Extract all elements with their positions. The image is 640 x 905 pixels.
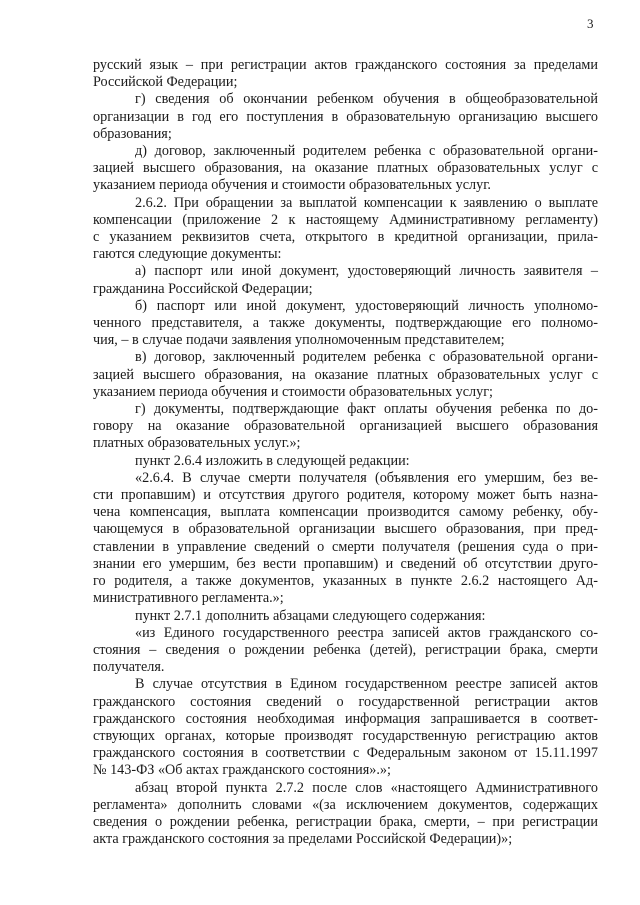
text-line: «из Единого государственного реестра записей актов гражданского со- (135, 624, 598, 641)
text-line: в) договор, заключенный родителем ребенка с образовательной органи- (135, 349, 598, 366)
text-line: акта гражданского состояния за пределами Российской Федерации)»; (93, 831, 513, 848)
paragraph (93, 263, 598, 297)
text-line: чающемуся в образовательной организации высшего образования, при пред- (93, 521, 598, 538)
text-line: чия, – в случае подачи заявления уполномоченным представителем; (93, 332, 505, 349)
text-line: ставлении в управление сведений о смерти получателя (решения суда о при- (93, 538, 598, 555)
text-line: ченного представителя, а также документы, подтверждающие его полномо- (93, 315, 598, 332)
text-line: г) документы, подтверждающие факт оплаты обучения ребенка по до- (135, 401, 598, 418)
text-line: гражданского состояния сведений о государственной регистрации актов (93, 693, 598, 710)
text-line: русский язык – при регистрации актов гражданского состояния за пределами (93, 57, 598, 73)
text-line: платных образовательных услуг.»; (93, 435, 301, 452)
paragraph (93, 91, 598, 143)
text-line: гражданина Российской Федерации; (93, 280, 313, 297)
text-line: говору на оказание образовательной организацией высшего образования (93, 418, 598, 435)
text-line: пункт 2.6.4 изложить в следующей редакции: (135, 452, 410, 469)
text-line: б) паспорт или иной документ, удостоверяющий личность уполномо- (135, 297, 598, 314)
text-line: ствующих органах, которые производят государственную регистрацию актов (93, 727, 598, 744)
text-line: указанием периода обучения и стоимости образовательных услуг. (93, 177, 491, 194)
paragraph (93, 195, 598, 264)
text-line: организации в год его поступления в образовательную организацию высшего (93, 108, 598, 125)
text-line: г) сведения об окончании ребенком обучения в общеобразовательной (135, 91, 598, 108)
text-line: знании его умершим, без вести пропавшим) и сведений об отсутствии друго- (93, 555, 598, 572)
text-line: образования; (93, 125, 172, 142)
text-line: стояния – сведения о рождении ребенка (детей), регистрации брака, смерти (93, 641, 598, 658)
text-line: 2.6.2. При обращении за выплатой компенсации к заявлению о выплате (135, 194, 598, 211)
paragraph (93, 298, 598, 350)
text-line: министративного регламента.»; (93, 590, 284, 607)
document-body (93, 57, 598, 848)
page-number: 3 (587, 16, 594, 31)
text-line: № 143-ФЗ «Об актах гражданского состояния».»; (93, 762, 391, 779)
paragraph (93, 676, 598, 779)
text-line: зацией высшего образования, на оказание платных образовательных услуг с (93, 160, 598, 177)
paragraph (93, 401, 598, 453)
text-line: а) паспорт или иной документ, удостоверяющий личность заявителя – (135, 263, 598, 280)
text-line: абзац второй пункта 2.7.2 после слов «настоящего Административного (135, 779, 598, 796)
paragraph (93, 57, 598, 91)
paragraph (93, 453, 598, 470)
text-line: пункт 2.7.1 дополнить абзацами следующего содержания: (135, 607, 486, 624)
text-line: го родителя, а также документов, указанных в пункте 2.6.2 настоящего Ад- (93, 573, 598, 590)
text-line: регламента» дополнить словами «(за исключением документов, содержащих (93, 796, 598, 813)
text-line: сведения о рождении ребенка, регистрации брака, смерти, – при регистрации (93, 813, 598, 830)
text-line: указанием периода обучения и стоимости образовательных услуг; (93, 383, 493, 400)
text-line: д) договор, заключенный родителем ребенка с образовательной органи- (135, 143, 598, 160)
text-line: гаются следующие документы: (93, 246, 282, 263)
paragraph (93, 143, 598, 195)
text-line: получателя. (93, 659, 165, 676)
text-line: «2.6.4. В случае смерти получателя (объявления его умершим, без ве- (135, 469, 598, 486)
paragraph (93, 470, 598, 608)
text-line: компенсации (приложение 2 к настоящему Административному регламенту) (93, 211, 598, 228)
paragraph (93, 349, 598, 401)
text-line: гражданского состояния необходимая информация запрашивается в соответ- (93, 710, 598, 727)
paragraph (93, 608, 598, 625)
paragraph (93, 780, 598, 849)
text-line: чена компенсация, выплата компенсации производится самому ребенку, обу- (93, 504, 598, 521)
paragraph (93, 625, 598, 677)
text-line: В случае отсутствия в Едином государственном реестре записей актов (135, 676, 598, 693)
text-line: гражданского состояния в соответствии с Федеральным законом от 15.11.1997 (93, 745, 598, 762)
text-line: с указанием реквизитов счета, открытого в кредитной организации, прила- (93, 229, 598, 246)
text-line: Российской Федерации; (93, 74, 238, 91)
text-line: сти пропавшим) и отсутствия другого родителя, которому может быть назна- (93, 487, 598, 504)
text-line: зацией высшего образования, на оказание платных образовательных услуг с (93, 366, 598, 383)
